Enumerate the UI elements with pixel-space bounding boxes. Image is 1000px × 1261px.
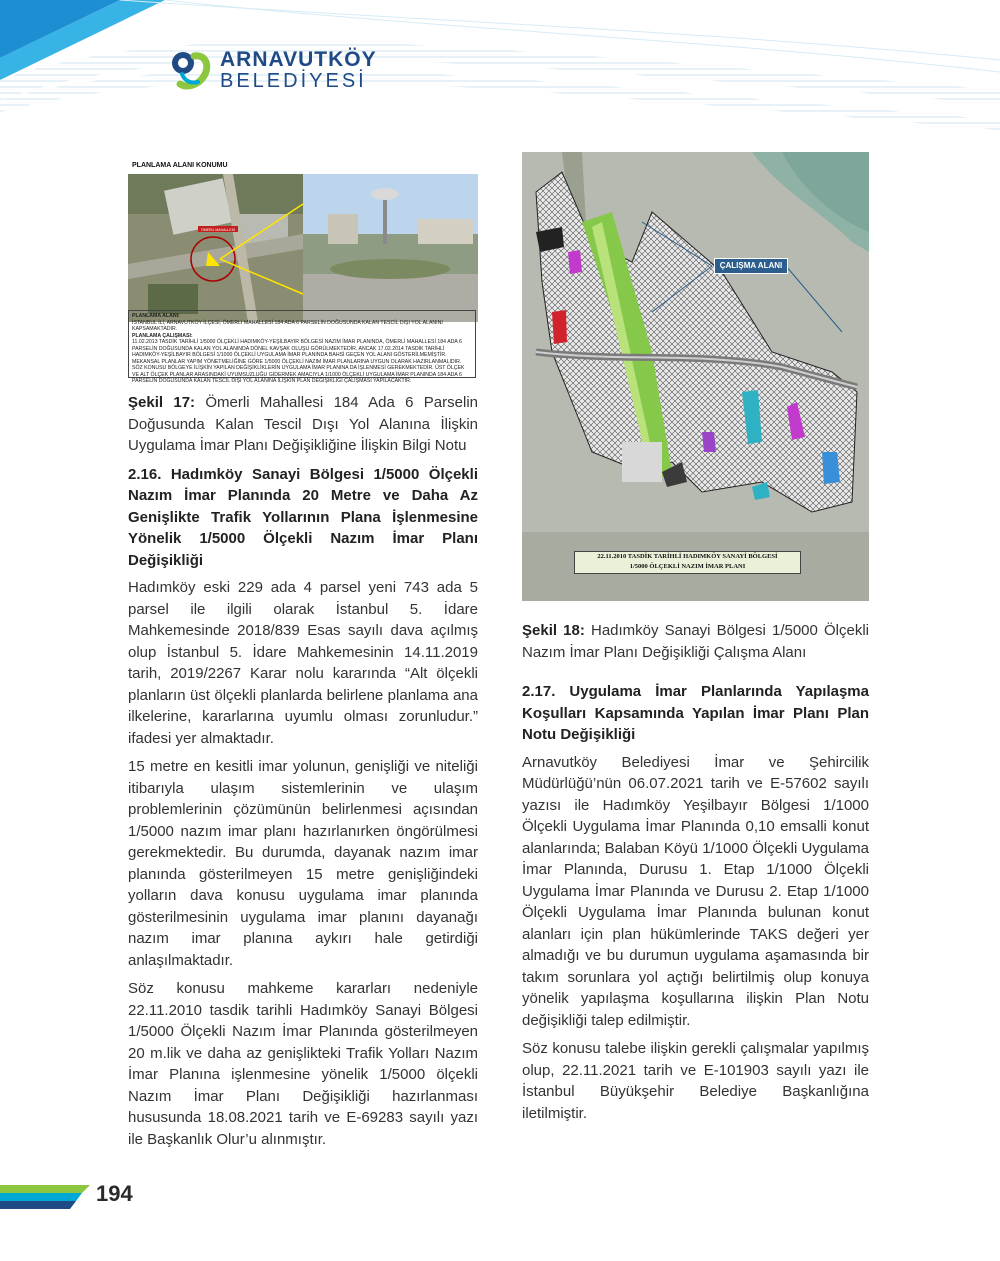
right-column [522,620,869,1131]
figure-17-panel [128,160,478,382]
section-2-17-heading: 2.17. Uygulama İmar Planlarında Yapılaşma Koşulları Kapsamında Yapılan İmar Planı Plan Notu Değişikliği [522,683,869,743]
figure-17-info-note [128,310,476,384]
figure-18-caption-text: Hadımköy Sanayi Bölgesi 1/5000 Ölçekli Nazım İmar Planı Değişikliği Çalışma Alanı [522,622,869,661]
figure-18-caption-label: Şekil 18: [522,622,585,639]
section-2-17-paragraph-2: Söz konusu talebe ilişkin gerekli çalışmalar yapılmış olup, 22.11.2021 tarih ve E-101903 sayılı yazı ile İstanbul Büyükşehir Belediye Başkanlığına iletilmiştir. [522,1040,869,1122]
logo-subtitle: BELEDİYESİ [220,70,367,92]
figure-17-aerial-photo [128,174,478,322]
section-2-16-heading: 2.16. Hadımköy Sanayi Bölgesi 1/5000 Ölçekli Nazım İmar Planında 20 Metre ve Daha Az Genişlikte Trafik Yollarının Plana İşlenmesine Yönelik 1/5000 Ölçekli Nazım İmar Planı Değişikliği [128,465,478,569]
note-study-text: 11.02.2013 TASDİK TARİHLİ 1/5000 ÖLÇEKLİ HADIMKÖY-YEŞİLBAYIR BÖLGESİ NAZIM İMAR PLANINDA, ÖMERLİ MAHALLESİ 184 ADA 6 PARSELİN DOĞUSUNDA KALAN YOL ALANINDA DÖNEL KAVŞAK OLUŞU GÖRÜLMEKTEDİR. ANCAK 17.02.2014 TASDİK TARİHLİ HADIMKÖY-YEŞİLBAYIR BÖLGESİ 1/1000 ÖLÇEKLİ UYGULAMA İMAR PLANINDA BAHSİ GEÇEN YOL ALANI GÖSTERİLMEMİŞTİR. MEKANSAL PLANLAR YAPIM YÖNETMELİĞİNE GÖRE 1/5000 ÖLÇEKLİ NAZIM İMAR PLANLARINA UYGUN OLARAK HAZIRLANMALIDIR. SÖZ KONUSU BÖLGEYE İLİŞKİN YAPILAN DEĞİŞİKLİKLERİN UYGULAMA İMAR PLANINA DA İŞLENMESİ GEREKMEKTEDİR. ÜST ÖLÇEK VE ALT ÖLÇEK PLANLAR ARASINDAKİ UYUMSUZLUĞU GİDERMEK AMACIYLA 1/1000 ÖLÇEKLİ UYGULAMA İMAR PLANINDA 184 ADA 6 PARSELİN DOĞUSUNDA KALAN TESCİL DIŞI YOL ALANINA İLİŞKİN PLAN DEĞİŞİKLİĞİ ÇALIŞMASI YAPILACAKTIR. [132,339,465,384]
plan-title-box [574,551,801,574]
figure-17-panel-title: PLANLAMA ALANI KONUMU [132,162,228,169]
plan-title-line-1: 22.11.2010 TASDİK TARİHLİ HADIMKÖY SANAYİ BÖLGESİ [597,553,778,560]
section-2-16-paragraph-3: Söz konusu mahkeme kararları nedeniyle 22.11.2010 tasdik tarihli Hadımköy Sanayi Bölgesi 1/5000 Ölçekli Nazım İmar Planında gösterilmeyen 20 m.lik ve daha az genişlikteki Trafik Yolları Nazım İmar Planına işlenmesine yönelik 1/5000 ölçekli Nazım İmar Planı Değişikliği hazırlanması hususunda 18.08.2021 tarih ve E-69283 sayılı yazı ile Başkanlık Olur’u alınmıştır. [128,980,478,1148]
figure-17-caption-label: Şekil 17: [128,394,196,411]
note-heading-study: PLANLAMA ÇALIŞMASI: [132,332,193,339]
left-column [128,392,478,1157]
section-2-17-paragraph-1: Arnavutköy Belediyesi İmar ve Şehircilik Müdürlüğü’nün 06.07.2021 tarih ve E-57602 sayılı yazısı ile Hadımköy Yeşilbayır Bölgesi 1/1000 Ölçekli Uygulama İmar Planında 0,10 emsalli konut alanlarında; Balaban Köyü 1/1000 Ölçekli Uygulama İmar Planında, Durusu 1. Etap 1/1000 Ölçekli Uygulama İmar Planında ve Durusu 2. Etap 1/1000 Ölçekli Uygulama İmar Planında bulunan konut alanları için plan hükümlerinde TAKS değeri yer almadığı ve bu durumun uygulama aşamasında bir takım sorunlara yol açtığı belirtilmiş olup konuya yönelik yapılaşma koşullarına ilişkin Plan Notu değişikliği talep edilmiştir. [522,753,869,1029]
figure-17-caption-text: Ömerli Mahallesi 184 Ada 6 Parselin Doğusunda Kalan Tescil Dışı Yol Alanına İlişkin Uygulama İmar Planı Değişikliğine İlişkin Bilgi Notu [128,394,478,454]
map-marker-label: ÖMERLİ MAHALLESİ [200,228,236,232]
plan-title-line-2: 1/5000 ÖLÇEKLİ NAZIM İMAR PLANI [629,562,746,570]
study-area-label: ÇALIŞMA ALANI [714,258,788,274]
logo-title: ARNAVUTKÖY [220,48,377,71]
header-decoration [0,0,1000,140]
note-area-text: İSTANBUL İLİ, ARNAVUTKÖY İLÇESİ, ÖMERLİ MAHALLESİ 184 ADA 6 PARSELİN DOĞUSUNDA KALAN TESCİL DIŞI YOL ALANINI KAPSAMAKTADIR. [132,319,443,332]
logo-mark-icon [168,46,214,92]
figure-18-plan-drawing [522,152,869,601]
figure-17-caption [128,392,478,457]
section-2-16-paragraph-1: Hadımköy eski 229 ada 4 parsel yeni 743 ada 5 parsel ile ilgili olarak İstanbul 5. İdare Mahkemesinde 2018/839 Esas sayılı dava açılmış olup İstanbul 5. İdare Mahkemesinin 14.11.2019 tarih, 2019/2267 Karar nolu kararında “Alt ölçekli planların üst ölçekli planlarda belirlene planlama ana ilkelerine, kararlarına uyumlu olması zorunludur.” ifadesi yer almaktadır. [128,579,478,747]
note-heading-area: PLANLAMA ALANI: [132,313,180,319]
page-number: 194 [96,1181,133,1206]
section-2-16-paragraph-2: 15 metre en kesitli imar yolunun, genişliği ve niteliği itibarıyla ulaşım sistemlerinin ve ulaşım problemlerinin çözümünün belirlenmesi açısından 1/5000 nazım imar planı hazırlanırken öngörülmesi gerekmektedir. Bu durumda, dayanak nazım imar planında gösterilmeyen 15 metre genişliğindeki yolların dava konusu uygulama imar planında gösterilmesinin uygulama imar planını dayanağı nazım imar planına aykırı hale getirdiği anlaşılmaktadır. [128,758,478,969]
figure-18-map [522,152,869,601]
figure-18-caption [522,620,869,663]
footer-color-bar [0,1185,90,1209]
